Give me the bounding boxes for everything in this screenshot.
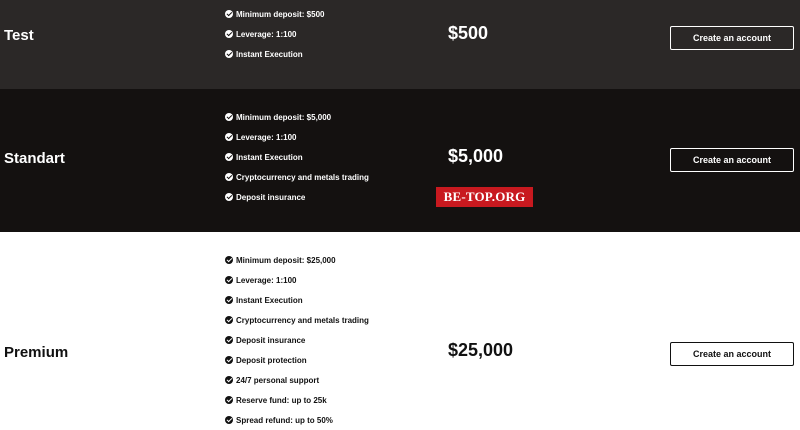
feature-item (225, 290, 369, 310)
feature-text: Reserve fund: up to 25k (236, 395, 327, 405)
create-account-button-test[interactable]: Create an account (670, 26, 794, 50)
feature-item (225, 127, 369, 147)
plan-price: $25,000 (448, 340, 514, 360)
plan-name: Test (4, 27, 34, 44)
feature-text: 24/7 personal support (236, 375, 320, 385)
feature-item (225, 187, 369, 207)
check-circle-icon (225, 256, 233, 264)
check-circle-icon (225, 416, 233, 424)
feature-text: Minimum deposit: $5,000 (236, 112, 332, 122)
check-circle-icon (225, 276, 233, 284)
feature-text: Instant Execution (236, 152, 303, 162)
feature-item (225, 250, 369, 270)
feature-text: Minimum deposit: $25,000 (236, 255, 336, 265)
feature-item (225, 410, 369, 430)
check-circle-icon (225, 396, 233, 404)
feature-item (225, 167, 369, 187)
feature-item (225, 4, 324, 24)
feature-text: Leverage: 1:100 (236, 29, 297, 39)
feature-text: Instant Execution (236, 295, 303, 305)
feature-item (225, 330, 369, 350)
feature-item (225, 350, 369, 370)
feature-item (225, 44, 324, 64)
check-circle-icon (225, 153, 233, 161)
feature-item (225, 24, 324, 44)
check-circle-icon (225, 336, 233, 344)
check-circle-icon (225, 113, 233, 121)
feature-item (225, 147, 369, 167)
feature-text: Cryptocurrency and metals trading (236, 315, 369, 325)
feature-text: Deposit insurance (236, 192, 306, 202)
check-circle-icon (225, 10, 233, 18)
watermark-badge: BE-TOP.ORG (436, 187, 533, 207)
plan-price: $500 (448, 23, 489, 43)
feature-list (225, 4, 324, 64)
feature-text: Minimum deposit: $500 (236, 9, 325, 19)
plan-row-test (0, 0, 800, 89)
feature-list (225, 250, 369, 430)
plan-name: Standart (4, 150, 65, 167)
feature-text: Leverage: 1:100 (236, 132, 297, 142)
feature-text: Instant Execution (236, 49, 303, 59)
feature-item (225, 270, 369, 290)
check-circle-icon (225, 316, 233, 324)
feature-item (225, 310, 369, 330)
feature-text: Deposit insurance (236, 335, 306, 345)
check-circle-icon (225, 356, 233, 364)
check-circle-icon (225, 193, 233, 201)
check-circle-icon (225, 133, 233, 141)
feature-item (225, 107, 369, 127)
plan-row-premium (0, 232, 800, 425)
plan-name: Premium (4, 344, 69, 361)
check-circle-icon (225, 50, 233, 58)
check-circle-icon (225, 376, 233, 384)
check-circle-icon (225, 173, 233, 181)
check-circle-icon (225, 296, 233, 304)
feature-list (225, 107, 369, 207)
feature-text: Spread refund: up to 50% (236, 415, 333, 425)
feature-text: Leverage: 1:100 (236, 275, 297, 285)
plan-price: $5,000 (448, 146, 504, 166)
check-circle-icon (225, 30, 233, 38)
plan-row-standart (0, 89, 800, 232)
feature-item (225, 370, 369, 390)
feature-item (225, 390, 369, 410)
feature-text: Deposit protection (236, 355, 307, 365)
create-account-button-standart[interactable]: Create an account (670, 148, 794, 172)
create-account-button-premium[interactable]: Create an account (670, 342, 794, 366)
feature-text: Cryptocurrency and metals trading (236, 172, 369, 182)
